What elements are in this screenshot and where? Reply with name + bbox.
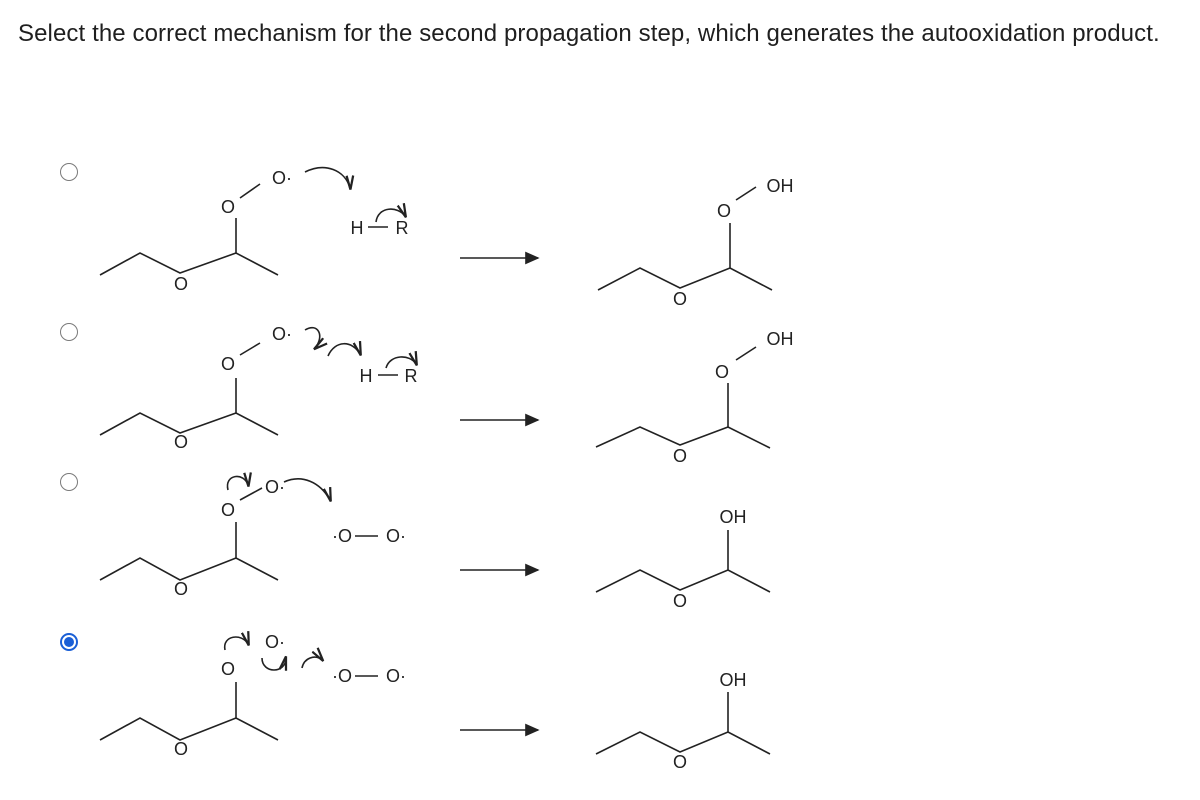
option-1-product-oh-bond: [736, 187, 756, 200]
option-1-product-oxygen: O: [716, 201, 732, 221]
option-4-product-chain: [596, 732, 770, 754]
option-1-product-chain: [598, 268, 772, 290]
option-3-ring-oxygen: O: [173, 579, 189, 599]
option-4-curved-arrow-1: [225, 637, 248, 650]
option-3-product-hydroxyl: OH: [719, 507, 747, 527]
option-1-hydrogen: H: [350, 218, 364, 238]
option-1-oxygen-radical: O·: [272, 168, 292, 188]
option-4-mechanism-figure: [0, 630, 1200, 790]
answer-option-2[interactable]: [0, 310, 1200, 470]
option-2-oxygen-radical: O·: [272, 324, 292, 344]
option-3-curved-arrow-1: [227, 476, 248, 490]
option-2-curved-arrow-1: [305, 328, 320, 348]
option-1-oxygen-1: O: [220, 197, 236, 217]
option-3-product-chain: [596, 570, 770, 592]
question-text: Select the correct mechanism for the second propagation step, which generates the autooxidation product.: [18, 20, 1160, 47]
option-3-curved-arrow-2: [284, 479, 330, 500]
option-3-reactant-chain: [100, 558, 278, 580]
option-2-product-hydroxyl: OH: [766, 329, 794, 349]
option-3-peroxide-bond: [240, 488, 262, 500]
option-2-hydrogen: H: [359, 366, 373, 386]
option-2-reactant-chain: [100, 413, 278, 435]
option-4-oxygen-left-radical: ·O: [332, 666, 352, 686]
option-3-oxygen-radical: O·: [265, 477, 285, 497]
option-4-curved-arrow-2: [262, 658, 286, 670]
option-3-mechanism-figure: [0, 470, 1200, 630]
option-2-oxygen-1: O: [220, 354, 236, 374]
option-4-oxygen-1: O: [220, 659, 236, 679]
option-1-reactant-chain: [100, 253, 278, 275]
option-1-ring-oxygen: O: [173, 274, 189, 294]
option-2-product-oxygen: O: [714, 362, 730, 382]
option-2-product-chain: [596, 427, 770, 448]
option-4-product-hydroxyl: OH: [719, 670, 747, 690]
option-1-mechanism-figure: [0, 150, 1200, 310]
option-4-product-ring-oxygen: O: [672, 752, 688, 772]
option-4-oxygen-right-radical: O·: [386, 666, 406, 686]
option-1-product-hydroxyl: OH: [766, 176, 794, 196]
answer-option-4[interactable]: [0, 630, 1200, 790]
option-4-curved-arrow-3: [302, 657, 322, 668]
option-3-product-ring-oxygen: O: [672, 591, 688, 611]
option-2-r-group: R: [404, 366, 418, 386]
option-2-ring-oxygen: O: [173, 432, 189, 452]
option-2-mechanism-figure: [0, 310, 1200, 470]
option-2-curved-arrow-2: [328, 344, 360, 356]
answer-option-3[interactable]: [0, 470, 1200, 630]
option-3-oxygen-right-radical: O·: [386, 526, 406, 546]
option-1-r-group: R: [395, 218, 409, 238]
option-2-product-oh-bond: [736, 347, 756, 360]
option-3-oxygen-left-radical: ·O: [332, 526, 352, 546]
option-3-oxygen-1: O: [220, 500, 236, 520]
option-1-product-ring-oxygen: O: [672, 289, 688, 309]
option-1-peroxide-bond: [240, 184, 260, 198]
option-1-curved-arrow-1: [305, 168, 350, 188]
option-2-product-ring-oxygen: O: [672, 446, 688, 466]
answer-option-1[interactable]: [0, 150, 1200, 310]
option-4-ring-oxygen: O: [173, 739, 189, 759]
option-4-reactant-chain: [100, 718, 278, 740]
option-4-oxygen-radical: O·: [265, 632, 285, 652]
option-2-peroxide-bond: [240, 343, 260, 355]
